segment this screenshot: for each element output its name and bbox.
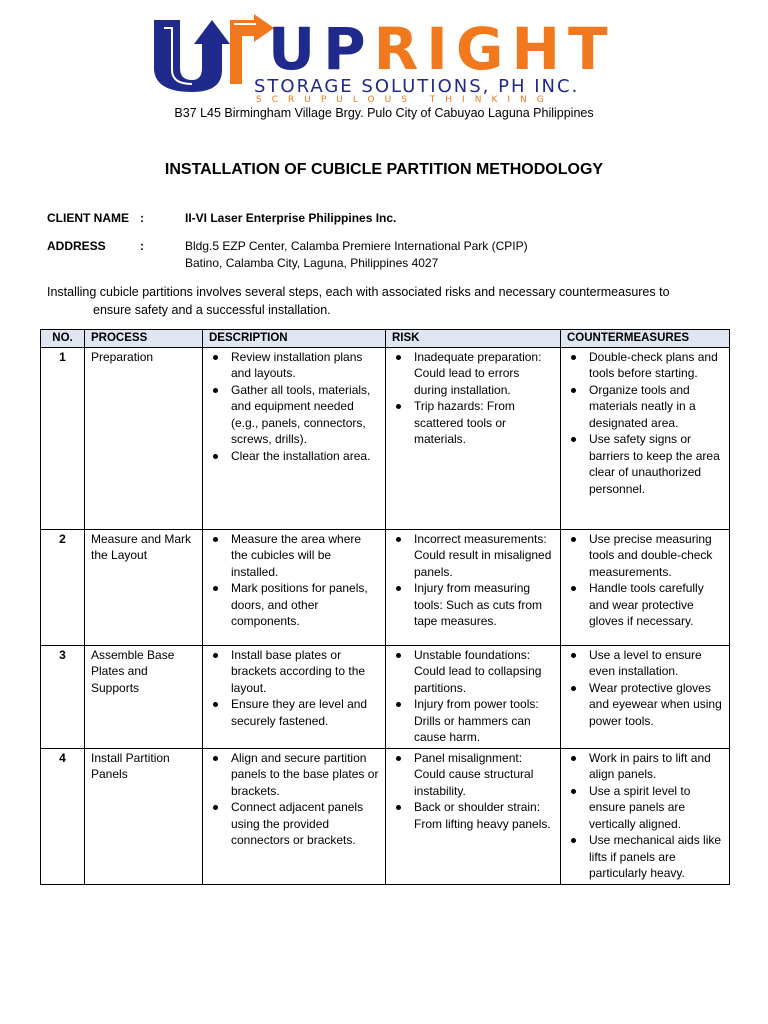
list-item: Connect adjacent panels using the provided connectors or brackets. <box>209 799 379 849</box>
list-item: Ensure they are level and securely fastened. <box>209 696 379 729</box>
row-number: 4 <box>41 748 85 884</box>
row-number: 3 <box>41 645 85 748</box>
col-header-process: PROCESS <box>85 330 203 348</box>
list-item: Wear protective gloves and eyewear when using power tools. <box>567 680 723 730</box>
list-item: Clear the installation area. <box>209 448 379 465</box>
address-colon: : <box>140 239 144 253</box>
list-item: Inadequate preparation: Could lead to errors during installation. <box>392 349 554 399</box>
document-title: INSTALLATION OF CUBICLE PARTITION METHODOLOGY <box>164 161 604 178</box>
row-process: Assemble Base Plates and Supports <box>85 645 203 748</box>
list-item: Double-check plans and tools before starting. <box>567 349 723 382</box>
list-item: Incorrect measurements: Could result in misaligned panels. <box>392 531 554 581</box>
list-item: Use a spirit level to ensure panels are vertically aligned. <box>567 783 723 833</box>
row-countermeasures <box>561 347 730 529</box>
list-item: Use precise measuring tools and double-check measurements. <box>567 531 723 581</box>
list-item: Review installation plans and layouts. <box>209 349 379 382</box>
intro-line-1: Installing cubicle partitions involves several steps, each with associated risks and necessary countermeasures to <box>47 285 670 299</box>
list-item: Work in pairs to lift and align panels. <box>567 750 723 783</box>
list-item: Back or shoulder strain: From lifting heavy panels. <box>392 799 554 832</box>
row-description <box>203 347 386 529</box>
list-item: Injury from power tools: Drills or hammers can cause harm. <box>392 696 554 746</box>
col-header-description: DESCRIPTION <box>203 330 386 348</box>
row-process: Measure and Mark the Layout <box>85 529 203 645</box>
client-name-colon: : <box>140 211 144 225</box>
intro-paragraph <box>47 283 727 319</box>
row-countermeasures <box>561 645 730 748</box>
client-name-value: II-VI Laser Enterprise Philippines Inc. <box>185 211 397 225</box>
row-process: Install Partition Panels <box>85 748 203 884</box>
col-header-countermeasures: COUNTERMEASURES <box>561 330 730 348</box>
row-description <box>203 748 386 884</box>
client-name-label: CLIENT NAME <box>47 211 129 225</box>
logo-subtitle: STORAGE SOLUTIONS, PH INC. <box>254 76 580 97</box>
list-item: Align and secure partition panels to the base plates or brackets. <box>209 750 379 800</box>
col-header-risk: RISK <box>386 330 561 348</box>
row-description <box>203 645 386 748</box>
row-number: 2 <box>41 529 85 645</box>
list-item: Injury from measuring tools: Such as cuts from tape measures. <box>392 580 554 630</box>
list-item: Gather all tools, materials, and equipment needed (e.g., panels, connectors, screws, drills). <box>209 382 379 448</box>
address-value-line1: Bldg.5 EZP Center, Calamba Premiere International Park (CPIP) <box>185 239 528 253</box>
list-item: Handle tools carefully and wear protective gloves if necessary. <box>567 580 723 630</box>
logo-wordmark: UPRIGHT <box>268 15 616 83</box>
list-item: Unstable foundations: Could lead to collapsing partitions. <box>392 647 554 697</box>
address-value-line2: Batino, Calamba City, Laguna, Philippines 4027 <box>185 256 439 270</box>
address-label: ADDRESS <box>47 239 106 253</box>
row-risk <box>386 748 561 884</box>
row-process: Preparation <box>85 347 203 529</box>
company-logo <box>150 12 620 104</box>
list-item: Panel misalignment: Could cause structural instability. <box>392 750 554 800</box>
row-description <box>203 529 386 645</box>
table-row <box>41 645 730 748</box>
col-header-no: NO. <box>41 330 85 348</box>
table-row <box>41 347 730 529</box>
list-item: Mark positions for panels, doors, and other components. <box>209 580 379 630</box>
row-countermeasures <box>561 529 730 645</box>
table-row <box>41 529 730 645</box>
list-item: Measure the area where the cubicles will be installed. <box>209 531 379 581</box>
row-number: 1 <box>41 347 85 529</box>
row-risk <box>386 347 561 529</box>
list-item: Use a level to ensure even installation. <box>567 647 723 680</box>
logo-tagline: SCRUPULOUS THINKING <box>256 95 554 105</box>
row-risk <box>386 645 561 748</box>
row-countermeasures <box>561 748 730 884</box>
list-item: Use mechanical aids like lifts if panels are particularly heavy. <box>567 832 723 882</box>
table-row <box>41 748 730 884</box>
list-item: Use safety signs or barriers to keep the area clear of unauthorized personnel. <box>567 431 723 497</box>
intro-line-2: ensure safety and a successful installation. <box>93 303 331 317</box>
list-item: Install base plates or brackets according to the layout. <box>209 647 379 697</box>
company-address: B37 L45 Birmingham Village Brgy. Pulo City of Cabuyao Laguna Philippines <box>174 106 594 120</box>
list-item: Trip hazards: From scattered tools or materials. <box>392 398 554 448</box>
list-item: Organize tools and materials neatly in a designated area. <box>567 382 723 432</box>
table-header-row <box>41 330 730 348</box>
row-risk <box>386 529 561 645</box>
methodology-table <box>40 329 730 885</box>
